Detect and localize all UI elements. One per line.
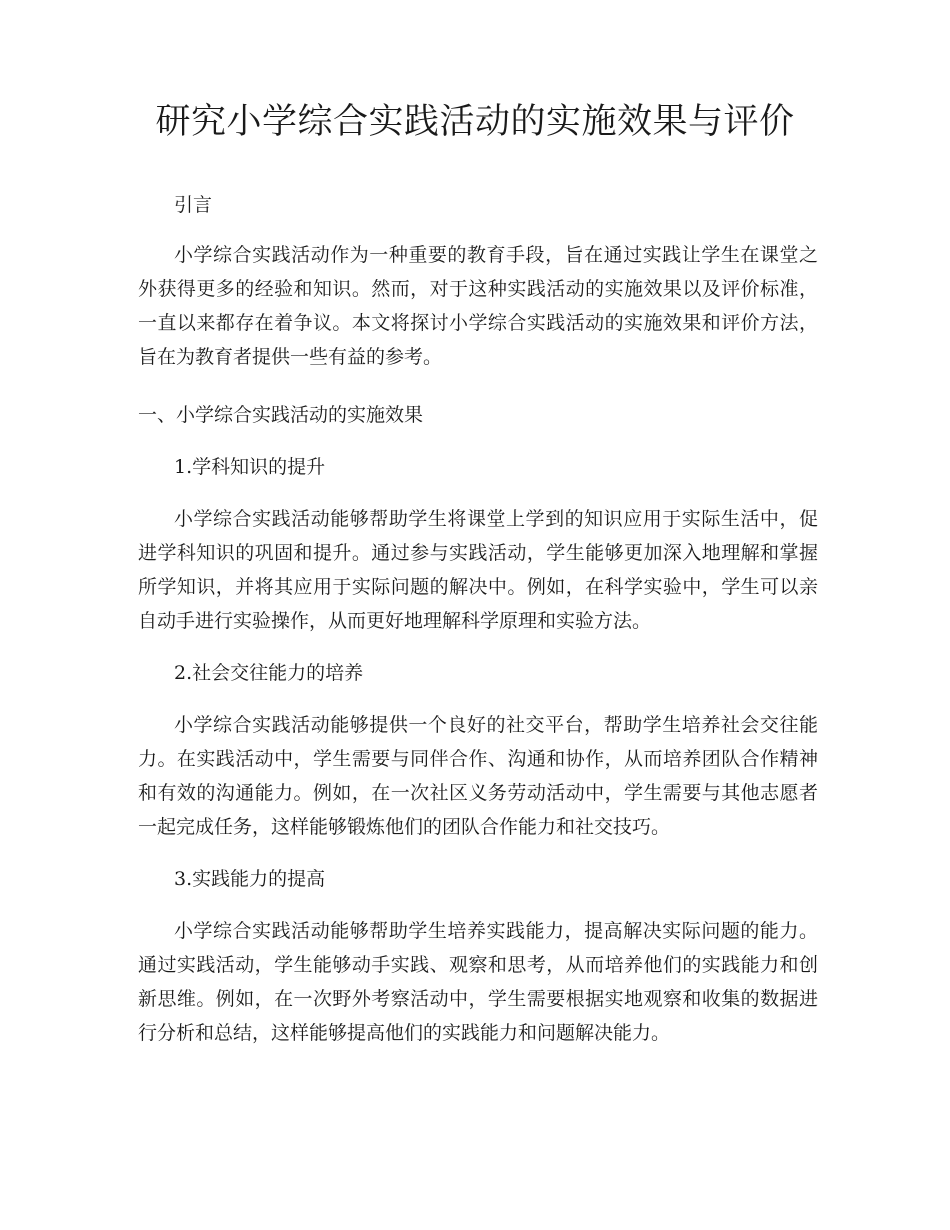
document-body (138, 188, 818, 1050)
subsection-heading-2: 2.社会交往能力的培养 (174, 662, 364, 684)
document-title: 研究小学综合实践活动的实施效果与评价 (155, 102, 795, 142)
intro-paragraph: 小学综合实践活动作为一种重要的教育手段，旨在通过实践让学生在课堂之外获得更多的经验和知识。然而，对于这种实践活动的实施效果以及评价标准，一直以来都存在着争议。本文将探讨小学综合实践活动的实施效果和评价方法，旨在为教育者提供一些有益的参考。 (138, 244, 818, 368)
subsection-paragraph-2: 小学综合实践活动能够提供一个良好的社交平台，帮助学生培养社会交往能力。在实践活动中，学生需要与同伴合作、沟通和协作，从而培养团队合作精神和有效的沟通能力。例如，在一次社区义务劳动活动中，学生需要与其他志愿者一起完成任务，这样能够锻炼他们的团队合作能力和社交技巧。 (138, 714, 818, 838)
intro-heading: 引言 (174, 194, 213, 216)
section-heading: 一、小学综合实践活动的实施效果 (138, 404, 424, 426)
subsection-heading-1: 1.学科知识的提升 (174, 456, 326, 478)
subsection-paragraph-3: 小学综合实践活动能够帮助学生培养实践能力，提高解决实际问题的能力。通过实践活动，学生能够动手实践、观察和思考，从而培养他们的实践能力和创新思维。例如，在一次野外考察活动中，学生需要根据实地观察和收集的数据进行分析和总结，这样能够提高他们的实践能力和问题解决能力。 (138, 920, 818, 1044)
subsection-heading-3: 3.实践能力的提高 (174, 868, 326, 890)
subsection-paragraph-1: 小学综合实践活动能够帮助学生将课堂上学到的知识应用于实际生活中，促进学科知识的巩固和提升。通过参与实践活动，学生能够更加深入地理解和掌握所学知识，并将其应用于实际问题的解决中。例如，在科学实验中，学生可以亲自动手进行实验操作，从而更好地理解科学原理和实验方法。 (138, 508, 818, 632)
